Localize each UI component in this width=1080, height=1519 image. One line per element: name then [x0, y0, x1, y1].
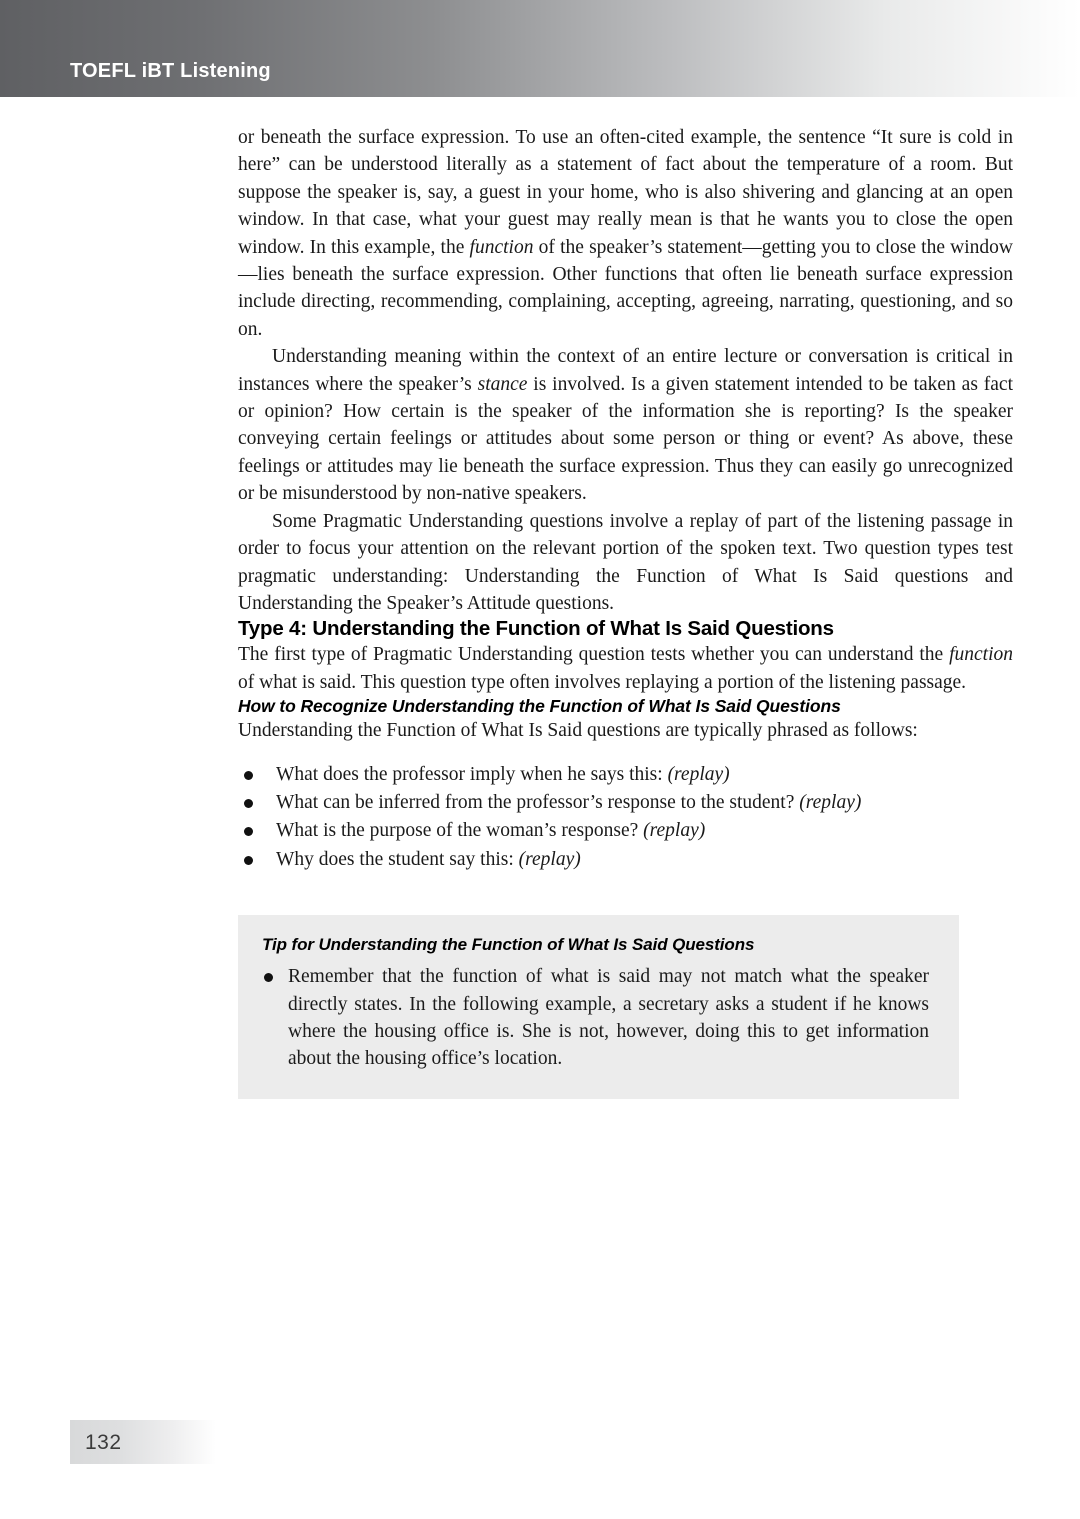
- question-phrasing-list: [238, 761, 1013, 874]
- list-item-replay-label: (replay): [518, 848, 581, 870]
- page-number: 132: [85, 1431, 122, 1454]
- bullet-dot-icon: [264, 973, 273, 982]
- paragraph-2-italic-stance: stance: [477, 373, 528, 395]
- list-item-text: What is the purpose of the woman’s response?: [276, 820, 644, 842]
- section-intro-text-b: of what is said. This question type often involves replaying a portion of the listening passage.: [238, 671, 967, 693]
- page-content: [238, 124, 1013, 1099]
- subsection-intro-paragraph: Understanding the Function of What Is Said questions are typically phrased as follows:: [238, 720, 918, 742]
- section-intro-italic-function: function: [949, 644, 1013, 666]
- list-item: [238, 761, 1013, 788]
- bullet-dot-icon: [244, 856, 253, 865]
- list-item: [238, 846, 1013, 873]
- body-paragraph-1: [238, 124, 1013, 343]
- body-paragraph-2: [238, 343, 1013, 507]
- body-paragraph-3: Some Pragmatic Understanding questions involve a replay of part of the listening passage in order to focus your attention on the relevant portion of the spoken text. Two question types test pragmatic understanding: Understanding the Function of What Is Said questions and Understanding the Speaker’s Attitude questions.: [238, 510, 1013, 614]
- list-item: [238, 789, 1013, 816]
- bullet-dot-icon: [244, 771, 253, 780]
- paragraph-1-text-a: or beneath the surface expression. To use an often-cited example, the sentence “It sure is cold in here” can be understood literally as a statement of fact about the temperature of a room. But suppose the speaker is, say, a guest in your home, who is also shivering and glancing at an open window. In that case, what your guest may really mean is that he wants you to close the open window. In this example, the: [238, 127, 1013, 258]
- list-item-text: What can be inferred from the professor’s response to the student?: [276, 791, 800, 813]
- list-item-replay-label: (replay): [799, 791, 862, 813]
- paragraph-2-text-b: is involved. Is a given statement intended to be taken as fact or opinion? How certain is the speaker of the information she is reporting? Is the speaker conveying certain feelings or attitudes about some person or thing or event? As above, these feelings or attitudes may lie beneath the surface expression. Thus they can easily go unrecognized or be misunderstood by non-native speakers.: [238, 373, 1013, 505]
- tip-box-item: [262, 963, 929, 1073]
- list-item-replay-label: (replay): [667, 763, 730, 785]
- list-item: [238, 817, 1013, 844]
- subheading-how-to-recognize: How to Recognize Understanding the Function of What Is Said Questions: [238, 696, 841, 717]
- section-intro-text-a: The first type of Pragmatic Understanding question tests whether you can understand the: [238, 644, 950, 666]
- section-intro-paragraph: [238, 641, 1013, 696]
- list-item-text: What does the professor imply when he says this:: [276, 763, 668, 785]
- list-item-replay-label: (replay): [643, 820, 706, 842]
- paragraph-1-text-b: of the speaker’s statement—getting you to close the window—lies beneath the surface expression. Other functions that often lie beneath surface expression include directing, recommending, complaining, accepting, agreeing, narrating, questioning, and so on.: [238, 236, 1014, 340]
- paragraph-2-text-a: Understanding meaning within the context of an entire lecture or conversation is critical in instances where the speaker’s: [238, 346, 1013, 395]
- running-header-title: TOEFL iBT Listening: [70, 60, 271, 82]
- paragraph-1-italic-function: function: [469, 236, 534, 258]
- tip-box-text: Remember that the function of what is said may not match what the speaker directly states. In the following example, a secretary asks a student if he knows where the housing office is. She is not, however, doing this to get information about the housing office’s location.: [288, 966, 929, 1070]
- section-heading-type-4: Type 4: Understanding the Function of What Is Said Questions: [238, 617, 834, 641]
- bullet-dot-icon: [244, 799, 253, 808]
- tip-callout-box: [238, 915, 959, 1099]
- tip-box-title: Tip for Understanding the Function of What Is Said Questions: [262, 935, 755, 955]
- list-item-text: Why does the student say this:: [276, 848, 519, 870]
- bullet-dot-icon: [244, 827, 253, 836]
